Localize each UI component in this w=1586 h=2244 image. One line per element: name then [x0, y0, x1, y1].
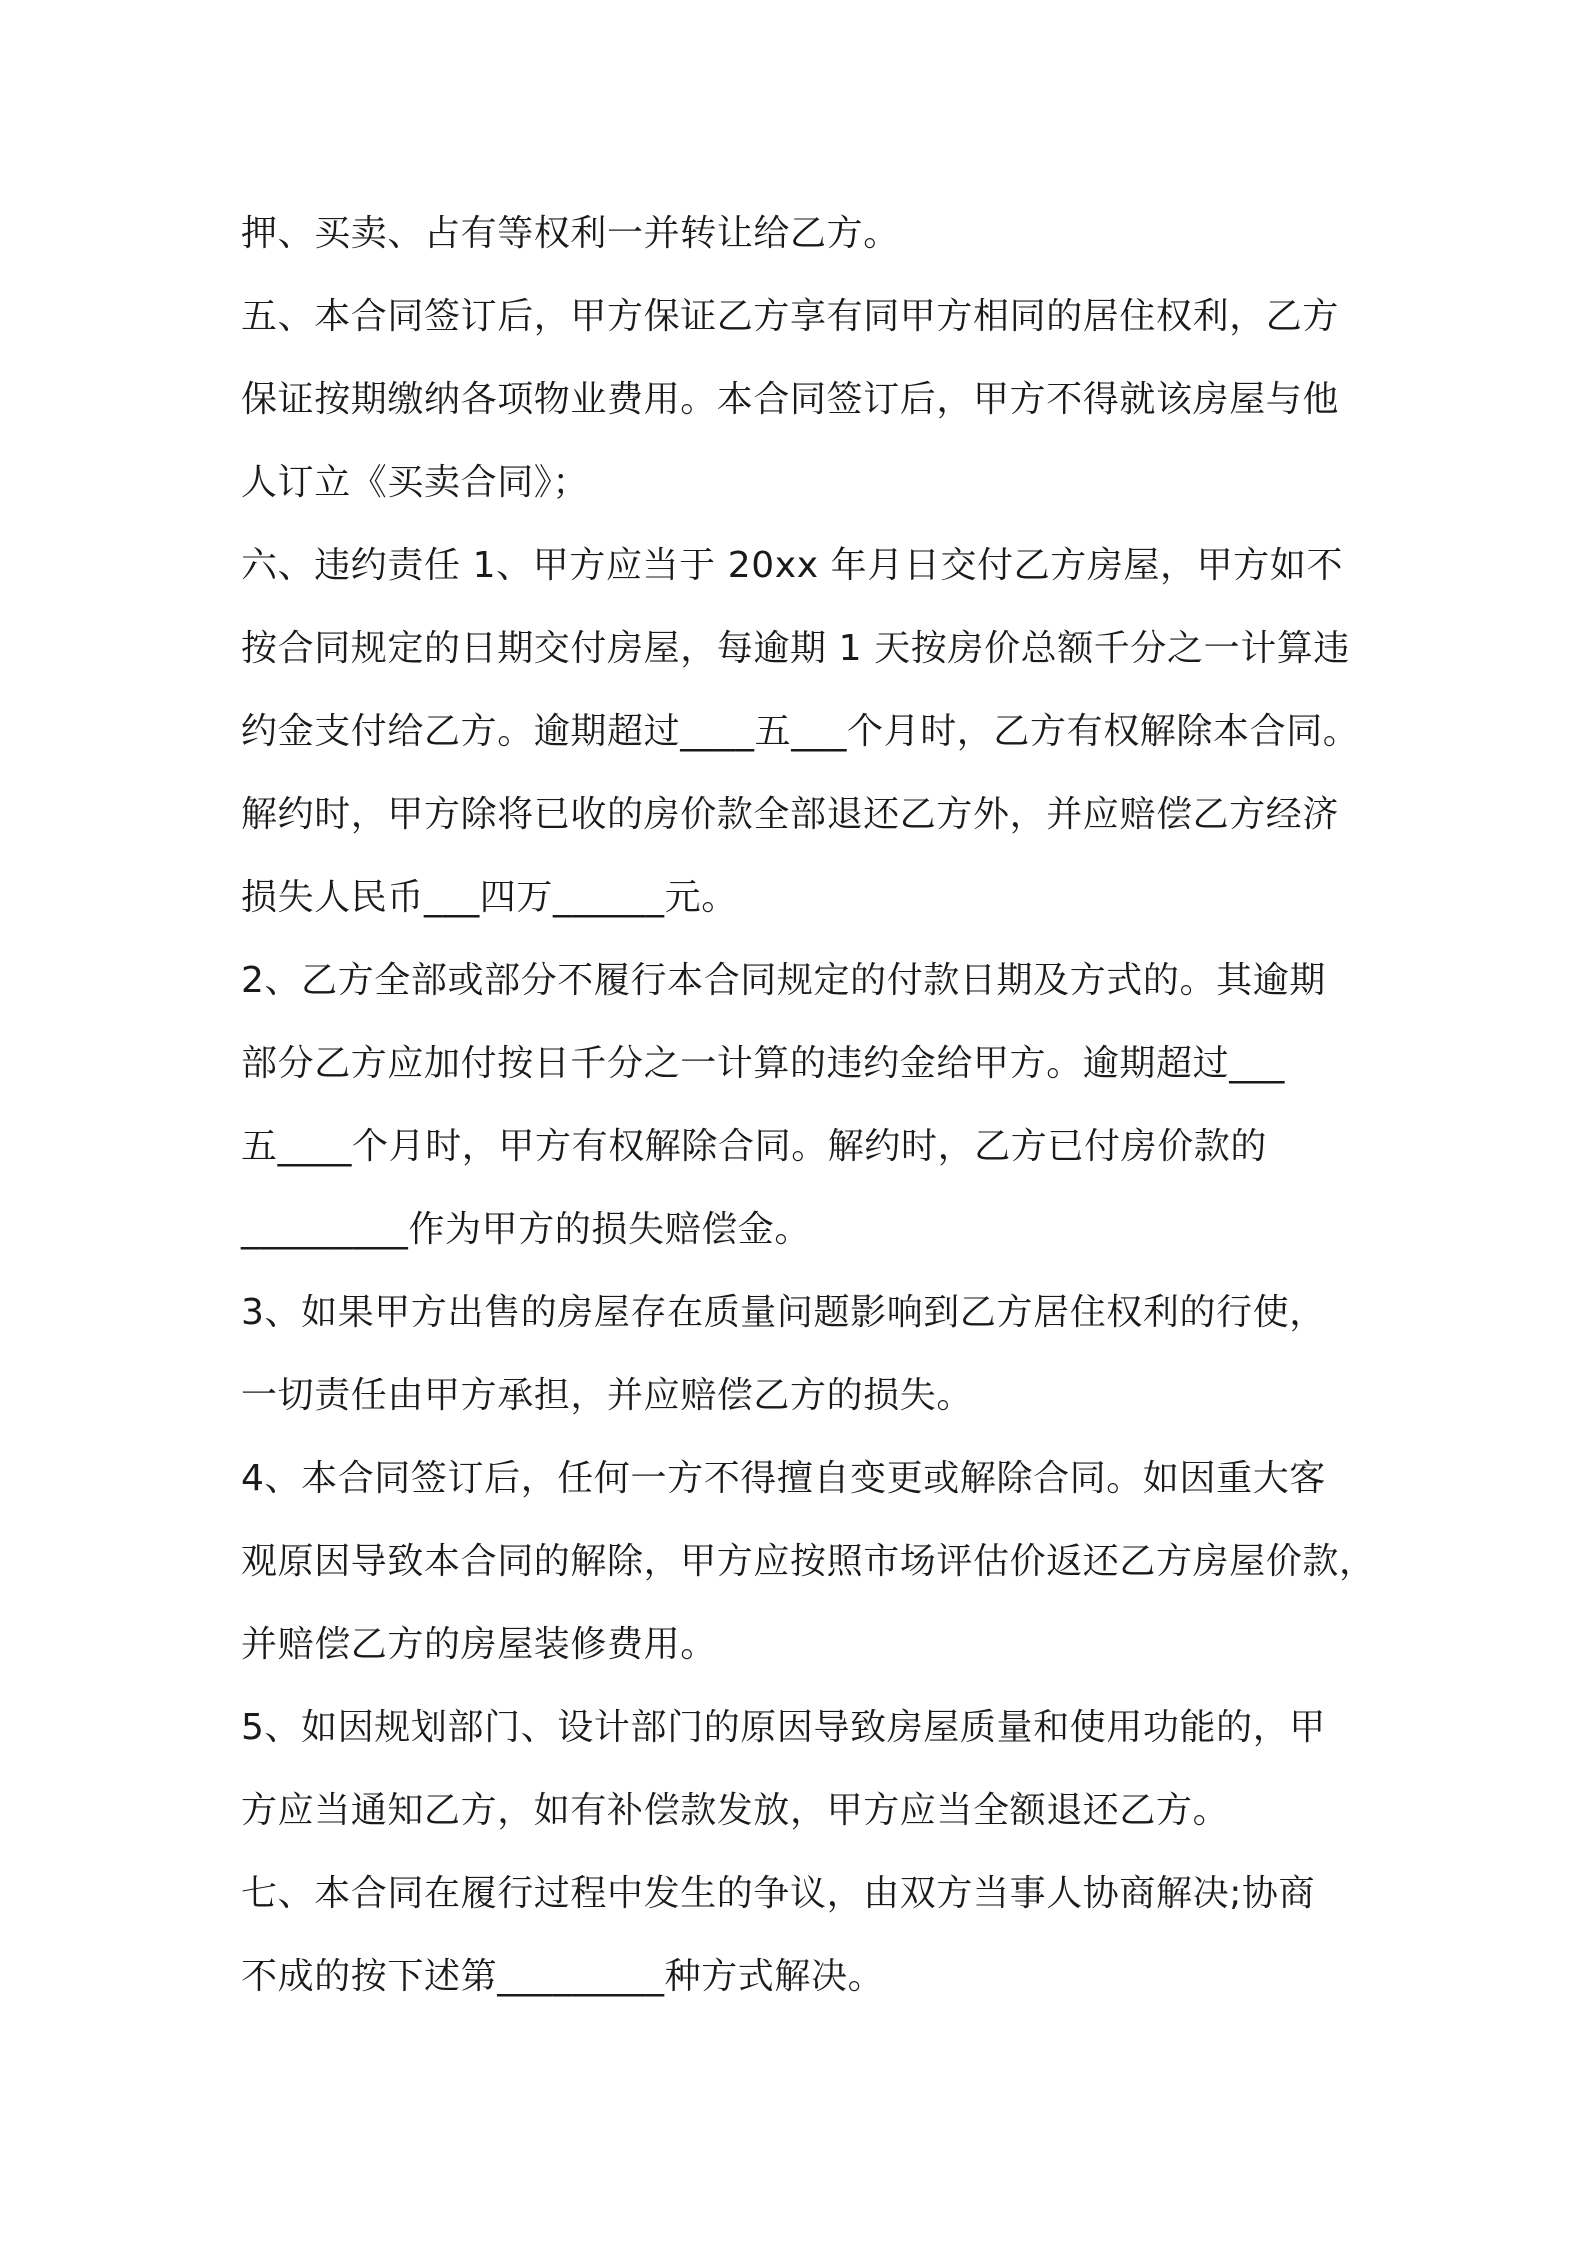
text-line: 5、如因规划部门、设计部门的原因导致房屋质量和使用功能的，甲: [241, 1707, 1326, 1748]
text-line: 按合同规定的日期交付房屋，每逾期 1 天按房价总额千分之一计算违: [241, 628, 1350, 669]
text-line: _________作为甲方的损失赔偿金。: [241, 1209, 811, 1250]
text-line: 五、本合同签订后，甲方保证乙方享有同甲方相同的居住权利，乙方: [241, 296, 1340, 337]
text-line: 解约时，甲方除将已收的房价款全部退还乙方外，并应赔偿乙方经济: [241, 794, 1340, 835]
text-line: 2、乙方全部或部分不履行本合同规定的付款日期及方式的。其逾期: [241, 960, 1326, 1001]
text-line: 3、如果甲方出售的房屋存在质量问题影响到乙方居住权利的行使，: [241, 1292, 1326, 1333]
text-line: 押、买卖、占有等权利一并转让给乙方。: [241, 213, 900, 254]
text-line: 五____个月时，甲方有权解除合同。解约时，乙方已付房价款的: [241, 1126, 1268, 1167]
text-line: 约金支付给乙方。逾期超过____五___个月时，乙方有权解除本合同。: [241, 711, 1360, 752]
text-line: 部分乙方应加付按日千分之一计算的违约金给甲方。逾期超过___: [241, 1043, 1286, 1084]
text-line: 保证按期缴纳各项物业费用。本合同签订后，甲方不得就该房屋与他: [241, 379, 1340, 420]
text-line: 人订立《买卖合同》；: [241, 462, 590, 503]
text-line: 方应当通知乙方，如有补偿款发放，甲方应当全额退还乙方。: [241, 1790, 1230, 1831]
text-line: 并赔偿乙方的房屋装修费用。: [241, 1624, 717, 1665]
document-body: [241, 192, 1376, 2018]
text-line: 一切责任由甲方承担，并应赔偿乙方的损失。: [241, 1375, 974, 1416]
text-line: 七、本合同在履行过程中发生的争议，由双方当事人协商解决;协商: [241, 1873, 1316, 1914]
text-line: 不成的按下述第_________种方式解决。: [241, 1956, 885, 1997]
text-line: 4、本合同签订后，任何一方不得擅自变更或解除合同。如因重大客: [241, 1458, 1326, 1499]
text-line: 观原因导致本合同的解除，甲方应按照市场评估价返还乙方房屋价款，: [241, 1541, 1376, 1582]
text-line: 六、违约责任 1、甲方应当于 20xx 年月日交付乙方房屋，甲方如不: [241, 545, 1344, 586]
text-line: 损失人民币___四万______元。: [241, 877, 738, 918]
